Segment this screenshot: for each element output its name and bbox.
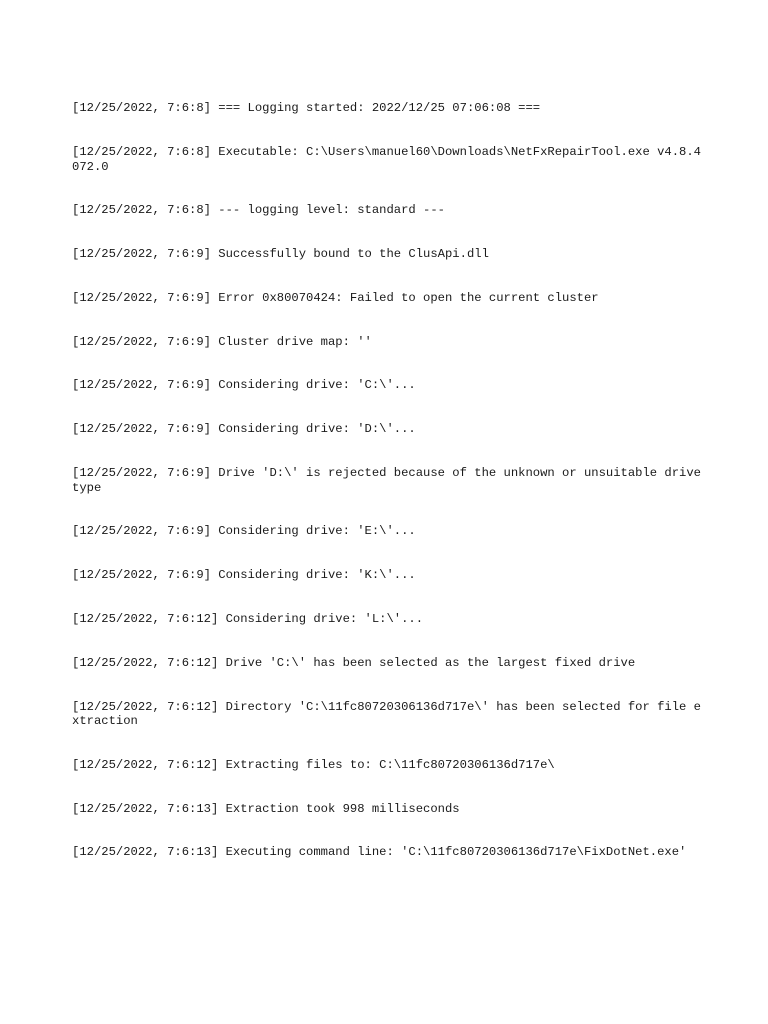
log-line: [12/25/2022, 7:6:9] Considering drive: 'C:\'...	[72, 378, 416, 393]
log-line: [12/25/2022, 7:6:9] Successfully bound to the ClusApi.dll	[72, 247, 489, 262]
log-text	[72, 72, 709, 875]
log-line: [12/25/2022, 7:6:9] Considering drive: 'D:\'...	[72, 422, 416, 437]
log-line: [12/25/2022, 7:6:8] --- logging level: standard ---	[72, 203, 445, 218]
log-line: [12/25/2022, 7:6:9] Error 0x80070424: Failed to open the current cluster	[72, 290, 599, 305]
log-line: [12/25/2022, 7:6:13] Executing command line: 'C:\11fc80720306136d717e\FixDotNet.exe'	[72, 845, 687, 860]
log-line: [12/25/2022, 7:6:12] Extracting files to: C:\11fc80720306136d717e\	[72, 757, 555, 772]
log-line: [12/25/2022, 7:6:9] Cluster drive map: ''	[72, 334, 372, 349]
log-line: [12/25/2022, 7:6:13] Extraction took 998 milliseconds	[72, 801, 460, 816]
log-line: [12/25/2022, 7:6:8] === Logging started: 2022/12/25 07:06:08 ===	[72, 101, 541, 116]
log-line: [12/25/2022, 7:6:9] Considering drive: 'K:\'...	[72, 568, 416, 583]
log-line: [12/25/2022, 7:6:12] Considering drive: 'L:\'...	[72, 611, 424, 626]
log-line: [12/25/2022, 7:6:9] Drive 'D:\' is rejected because of the unknown or unsuitable drive type	[72, 466, 709, 495]
log-line: [12/25/2022, 7:6:9] Considering drive: 'E:\'...	[72, 524, 416, 539]
log-line: [12/25/2022, 7:6:8] Executable: C:\Users\manuel60\Downloads\NetFxRepairTool.exe v4.8.4072.0	[72, 144, 701, 174]
log-line: [12/25/2022, 7:6:12] Directory 'C:\11fc80720306136d717e\' has been selected for file extraction	[72, 699, 701, 729]
log-line: [12/25/2022, 7:6:12] Drive 'C:\' has been selected as the largest fixed drive	[72, 655, 636, 670]
